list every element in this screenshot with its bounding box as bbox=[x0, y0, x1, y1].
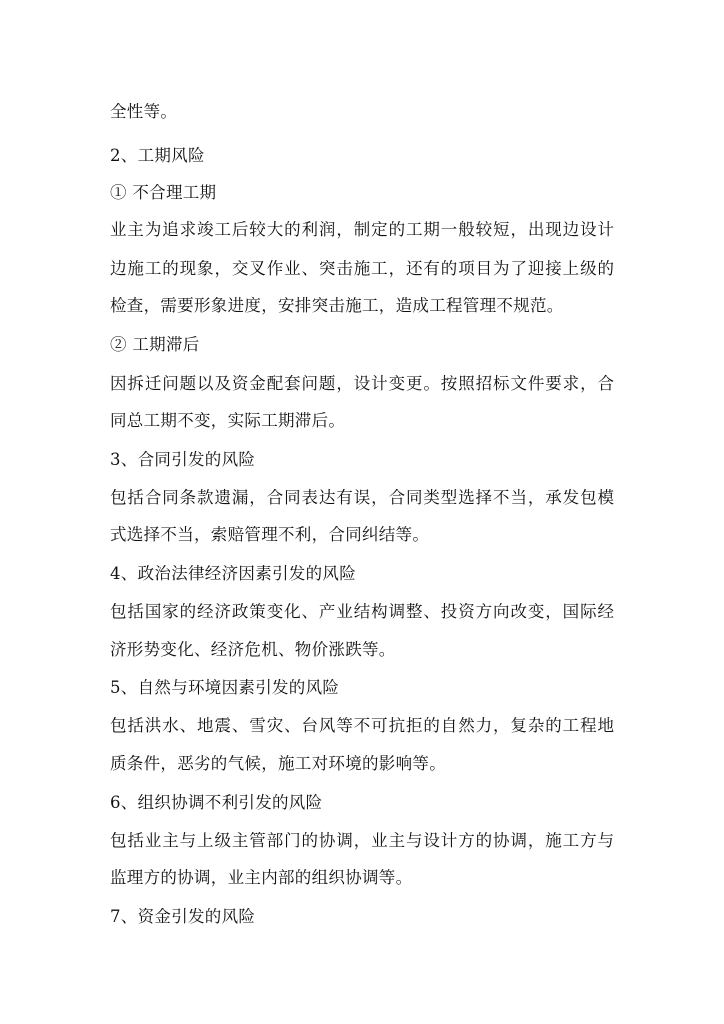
section-heading: 2、工期风险 bbox=[110, 146, 205, 165]
section-heading: 4、政治法律经济因素引发的风险 bbox=[110, 564, 356, 583]
paragraph-line: 边施工的现象，交叉作业、突击施工，还有的项目为了迎接上级的 bbox=[110, 259, 614, 278]
paragraph-line: 监理方的协调，业主内部的组织协调等。 bbox=[110, 868, 413, 887]
paragraph-line: 因拆迁问题以及资金配套问题，设计变更。按照招标文件要求，合 bbox=[110, 374, 614, 393]
paragraph-line: 同总工期不变，实际工期滞后。 bbox=[110, 411, 346, 430]
paragraph-line: 包括合同条款遗漏，合同表达有误，合同类型选择不当，承发包模 bbox=[110, 488, 614, 507]
paragraph-line: 包括业主与上级主管部门的协调，业主与设计方的协调，施工方与 bbox=[110, 831, 614, 850]
paragraph-line: 包括国家的经济政策变化、产业结构调整、投资方向改变，国际经 bbox=[110, 602, 614, 621]
paragraph-line: 质条件，恶劣的气候，施工对环境的影响等。 bbox=[110, 754, 446, 773]
subsection-heading: ② 工期滞后 bbox=[110, 335, 200, 354]
paragraph-line: 包括洪水、地震、雪灾、台风等不可抗拒的自然力，复杂的工程地 bbox=[110, 716, 614, 735]
paragraph-line: 式选择不当，索赔管理不利，合同纠结等。 bbox=[110, 525, 430, 544]
section-heading: 6、组织协调不利引发的风险 bbox=[110, 793, 323, 812]
section-heading: 5、自然与环境因素引发的风险 bbox=[110, 678, 340, 697]
paragraph-line: 全性等。 bbox=[110, 102, 178, 121]
paragraph-line: 业主为追求竣工后较大的利润，制定的工期一般较短，出现边设计 bbox=[110, 220, 614, 239]
subsection-heading: ① 不合理工期 bbox=[110, 183, 217, 202]
paragraph-line: 济形势变化、经济危机、物价涨跌等。 bbox=[110, 640, 396, 659]
section-heading: 7、资金引发的风险 bbox=[110, 907, 256, 926]
section-heading: 3、合同引发的风险 bbox=[110, 450, 256, 469]
paragraph-line: 检查，需要形象进度，安排突击施工，造成工程管理不规范。 bbox=[110, 296, 564, 315]
